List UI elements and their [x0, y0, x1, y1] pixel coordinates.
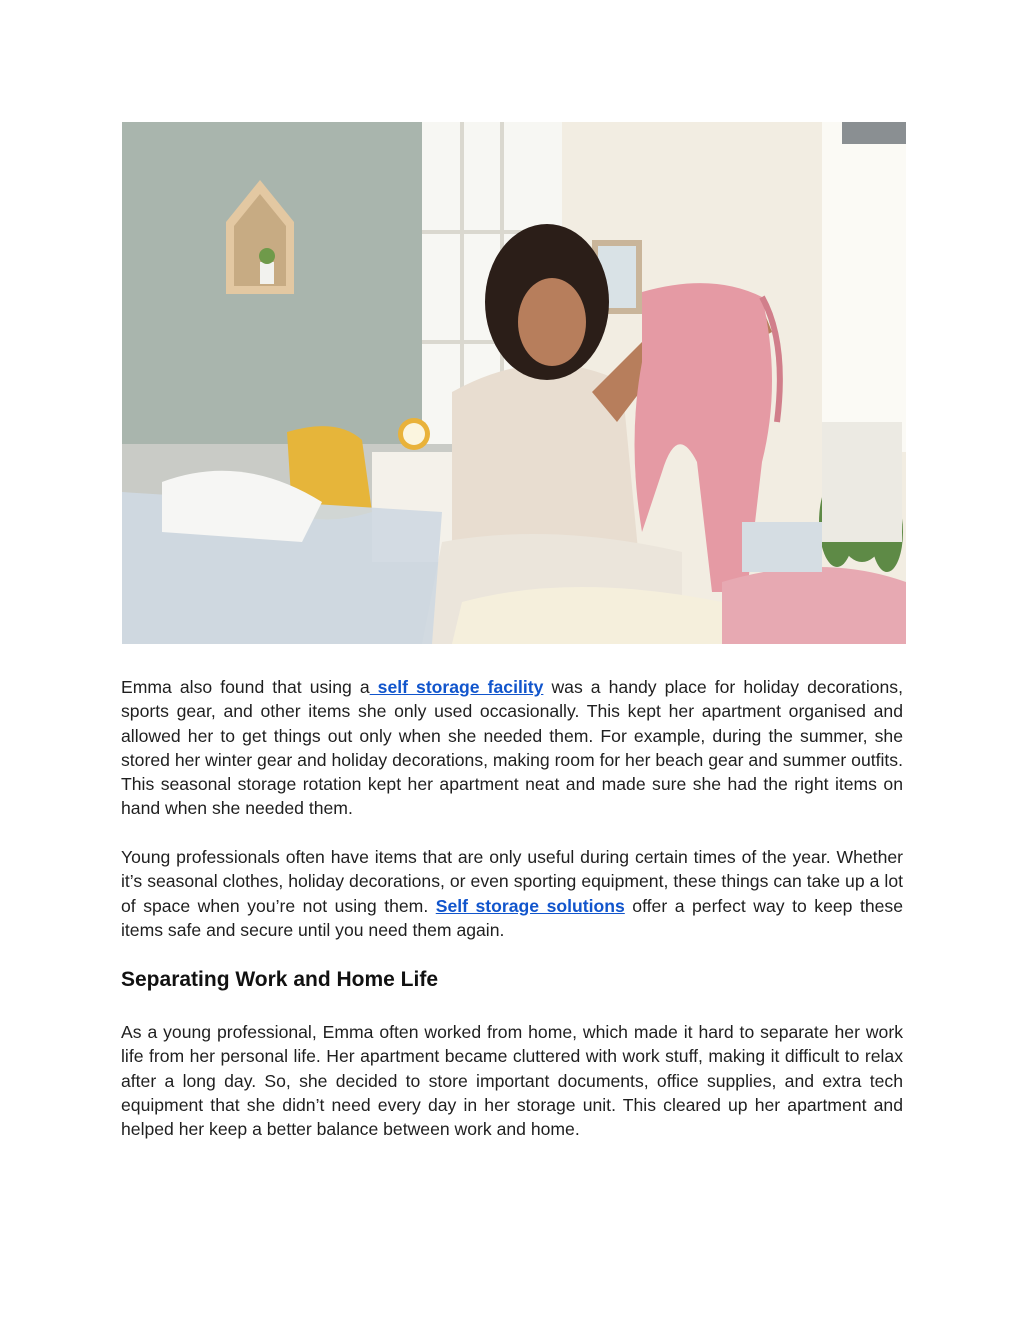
radiator	[822, 422, 902, 542]
self-storage-solutions-link[interactable]: Self storage solutions	[435, 895, 625, 916]
paragraph-work-home: As a young professional, Emma often worked from home, which made it hard to separate her work life from her personal life. Her apartment became cluttered with work stuff, making it difficult to relax after a long day. So, she decided to store important documents, office supplies, and extra tech equipment that she didn’t need every day in her storage unit. This cleared up her apartment and helped her keep a better balance between work and home.	[121, 1022, 903, 1140]
paragraph1-after-link: was a handy place for holiday decorations, sports gear, and other items she only used occasionally. This kept her apartment organised and allowed her to get things out only when she needed them. For example, during the summer, she stored her winter gear and holiday decorations, making room for her beach gear and summer outfits. This seasonal storage rotation kept her apartment neat and made sure she had the right items on hand when she needed them.	[121, 677, 903, 819]
paragraph-young-professionals	[121, 845, 903, 942]
cream-clothes	[452, 587, 722, 644]
paragraph-storage-facility	[121, 675, 903, 821]
woman-face	[518, 278, 586, 366]
box-right	[742, 522, 822, 572]
paragraph2-after-link: offer a perfect way to keep these items safe and secure until you need them again.	[121, 895, 903, 940]
photo-woman-with-pink-sweater	[122, 122, 906, 644]
section-heading: Separating Work and Home Life	[121, 968, 438, 991]
paragraph2-before-link: Young professionals often have items that are only useful during certain times of the year. Whether it’s seasonal clothes, holiday decorations, or even sporting equipment, these things can take up a lot of space when you’re not using them.	[121, 847, 903, 916]
pink-blanket	[722, 567, 906, 644]
self-storage-facility-link[interactable]: self storage facility	[369, 677, 544, 697]
photo-illustration	[122, 122, 906, 644]
paragraph1-before-link: Emma also found that using a	[121, 677, 370, 697]
blind	[842, 122, 906, 144]
right-window	[822, 122, 906, 452]
